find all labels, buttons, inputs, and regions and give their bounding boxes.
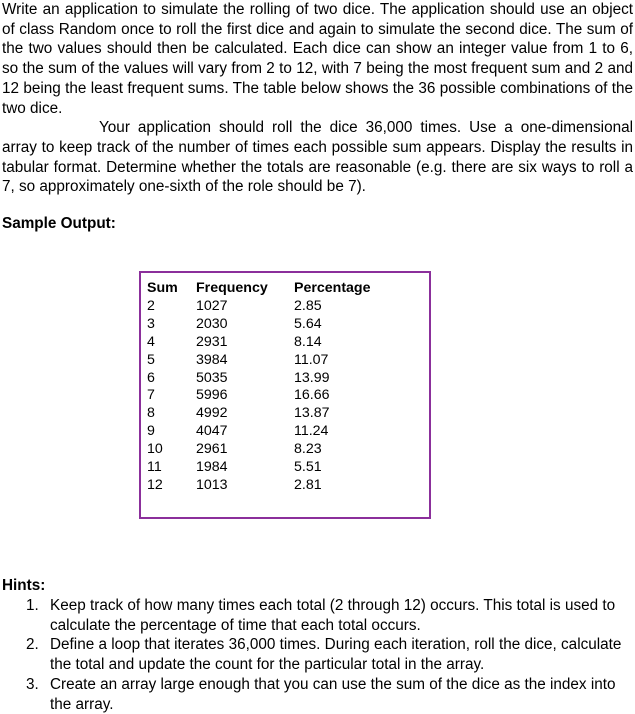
cell-frequency: 1027: [196, 297, 228, 314]
cell-sum: 8: [147, 405, 155, 422]
table-row: [147, 441, 394, 459]
table-row: [147, 316, 394, 334]
cell-percentage: 13.99: [294, 369, 330, 386]
hint-item: [26, 596, 632, 635]
table-row: [147, 370, 394, 388]
table-row: [147, 387, 394, 405]
sample-output-table: [139, 271, 431, 519]
cell-sum: 11: [147, 459, 162, 476]
intro-paragraph-1: Write an application to simulate the rolling of two dice. The application should use an object of class Random once to roll the first dice and again to simulate the second dice. The sum of the two values should then be calculated. Each dice can show an integer value from 1 to 6, so the sum of the values will vary from 2 to 12, with 7 being the most frequent sum and 2 and 12 being the least frequent sums. The table below shows the 36 possible combinations of the two dice.: [2, 1, 633, 117]
hints-list: [26, 596, 632, 714]
hint-number: 3.: [26, 675, 39, 693]
cell-sum: 2: [147, 297, 155, 314]
cell-frequency: 5996: [196, 387, 228, 404]
cell-sum: 10: [147, 441, 163, 458]
table-row: [147, 352, 394, 370]
hint-item: [26, 675, 632, 714]
sample-output-table-body: [147, 280, 394, 495]
cell-frequency: 4047: [196, 423, 228, 440]
cell-percentage: 11.24: [294, 423, 329, 440]
table-row: [147, 423, 394, 441]
cell-sum: 9: [147, 423, 155, 440]
cell-percentage: 2.81: [294, 476, 322, 493]
column-header-sum: Sum: [147, 280, 178, 296]
column-header-frequency: Frequency: [196, 280, 268, 296]
hint-text: Keep track of how many times each total (2 through 12) occurs. This total is used to calculate the percentage of time that each total occurs.: [50, 597, 616, 634]
column-header-percentage: Percentage: [294, 280, 371, 296]
cell-sum: 7: [147, 387, 155, 404]
cell-percentage: 16.66: [294, 387, 330, 404]
hint-number: 2.: [26, 636, 39, 654]
cell-percentage: 8.14: [294, 333, 322, 350]
table-header-row: [147, 280, 394, 298]
cell-frequency: 1013: [196, 476, 228, 493]
cell-percentage: 13.87: [294, 405, 330, 422]
cell-frequency: 5035: [196, 369, 228, 386]
cell-sum: 12: [147, 476, 163, 493]
table-row: [147, 334, 394, 352]
cell-frequency: 4992: [196, 405, 228, 422]
cell-sum: 4: [147, 333, 155, 350]
table-row: [147, 477, 394, 495]
cell-percentage: 8.23: [294, 441, 322, 458]
intro-paragraph-2: Your application should roll the dice 36,000 times. Use a one-dimensional array to keep track of the number of times each possible sum appears. Display the results in tabular format. Determine whether the totals are reasonable (e.g. there are six ways to roll a 7, so approximately one-sixth of the role should be 7).: [2, 119, 633, 196]
cell-frequency: 2030: [196, 315, 228, 332]
cell-sum: 3: [147, 315, 155, 332]
hint-text: Define a loop that iterates 36,000 times. During each iteration, roll the dice, calculate the total and update the count for the particular total in the array.: [50, 636, 622, 674]
cell-frequency: 2931: [196, 333, 228, 350]
cell-sum: 6: [147, 369, 155, 386]
assignment-text: [2, 0, 633, 197]
cell-percentage: 5.51: [294, 459, 322, 476]
cell-frequency: 2961: [196, 441, 228, 458]
sample-output-heading: Sample Output:: [2, 215, 116, 232]
cell-percentage: 11.07: [294, 351, 329, 368]
table-row: [147, 298, 394, 316]
hint-item: [26, 635, 632, 674]
cell-frequency: 3984: [196, 351, 228, 368]
cell-percentage: 2.85: [294, 297, 322, 314]
hint-text: Create an array large enough that you can use the sum of the dice as the index into the array.: [50, 675, 616, 713]
table-row: [147, 459, 394, 477]
cell-frequency: 1984: [196, 459, 228, 476]
hint-number: 1.: [26, 597, 39, 614]
table-row: [147, 405, 394, 423]
cell-sum: 5: [147, 351, 155, 368]
cell-percentage: 5.64: [294, 315, 322, 332]
hints-heading: Hints:: [2, 577, 46, 594]
